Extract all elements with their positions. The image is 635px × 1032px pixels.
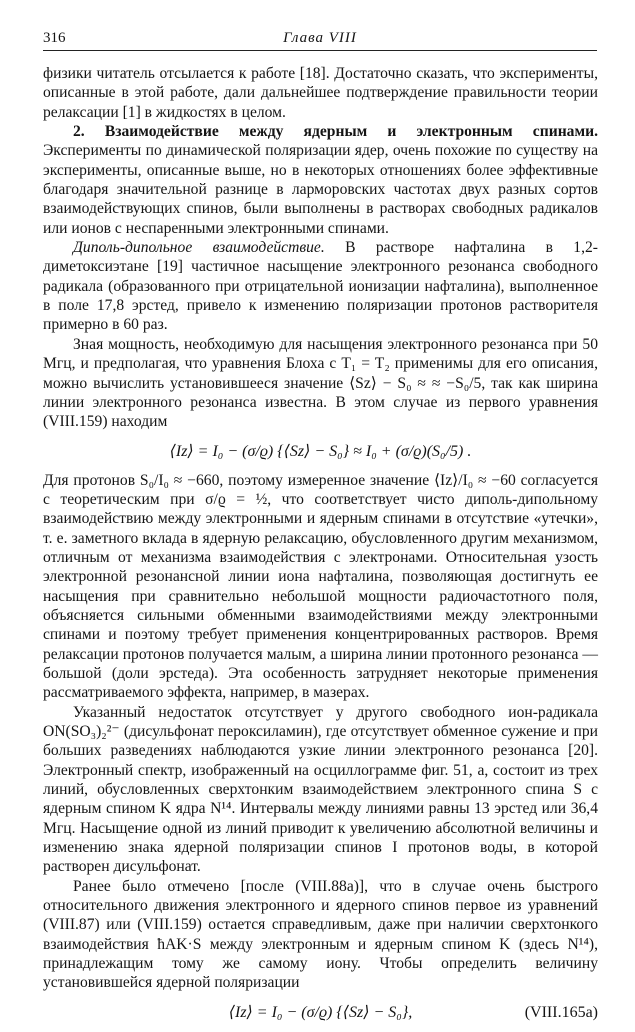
formula: ⟨Iz⟩ = I₀ − (σ/ϱ) {⟨Sz⟩ − S₀} ≈ I₀ + (σ/ϱ)(S₀/5) . bbox=[169, 442, 472, 460]
formula-numbered bbox=[43, 1001, 598, 1025]
paragraph-text: В растворе нафталина в 1,2-диметоксиэтане [19] частичное насыщение электронного резонанса свободного радикала (образованного при отрицательной ионизации нафталина), выполненное в поле 17,8 эрстед, привело к изменению поляризации протонов растворителя примерно в 60 раз. bbox=[43, 239, 598, 334]
paragraph: физики читатель отсылается к работе [18]. Достаточно сказать, что эксперименты, описанные в этой работе, дали дальнейшее подтверждение правильности теории релаксации [1] в жидкостях в целом. bbox=[43, 65, 598, 121]
body-text bbox=[43, 64, 598, 1032]
running-header bbox=[43, 28, 597, 51]
page-number: 316 bbox=[43, 30, 66, 46]
paragraph-text: Эксперименты по динамической поляризации ядер, очень похожие по существу на эксперименты, описанные выше, но в некоторых отношениях более эффективные благодаря значительной разнице в ларморовских частотах двух разных сортов взаимодействующих спинов, были выполнены в растворах свободных радикалов или ионов с неспаренными электронными спинами. bbox=[43, 142, 598, 237]
paragraph: Указанный недостаток отсутствует у другого свободного ион-радикала ON(SO₃)₂²⁻ (дисульфонат пероксиламин), где отсутствует обменное сужение и при больших разведениях наблюдаются узкие линии электронного резонанса [20]. Электронный спектр, изображенный на осциллограмме фиг. 51, а, состоит из трех линий, обусловленных сверхтонким взаимодействием электронного спина S с ядерным спином K ядра N¹⁴. Интервалы между линиями равны 13 эрстед или 36,4 Мгц. Насыщение одной из линий приводит к увеличению абсолютной величины и изменению знака ядерной поляризации спинов I протонов воды, в которой растворен дисульфонат. bbox=[43, 703, 598, 876]
subsection-heading: Диполь-дипольное взаимодействие. bbox=[73, 239, 325, 257]
paragraph bbox=[43, 122, 598, 238]
paragraph bbox=[43, 238, 598, 335]
section-heading: 2. Взаимодействие между ядерным и электронным спинами. bbox=[73, 123, 598, 141]
paragraph: Зная мощность, необходимую для насыщения электронного резонанса при 50 Мгц, и предполагая, что уравнения Блоха с T₁ = T₂ применимы для его описания, можно вычислить установившееся значение ⟨Sz⟩ − S₀ ≈ ≈ −S₀/5, так как ширина линии электронного резонанса известна. В этом случае из первого уравнения (VIII.159) находим bbox=[43, 335, 598, 431]
paragraph: Ранее было отмечено [после (VIII.88a)], что в случае очень быстрого относительного движения электронного и ядерного спинов первое из уравнений (VIII.87) или (VIII.159) остается справедливым, даже при наличии сверхтонкого взаимодействия ħAK·S между электронным и ядерным спином K (здесь N¹⁴), принадлежащим тому же самому иону. Чтобы определить величину установившейся ядерной поляризации bbox=[43, 877, 598, 992]
equation-number: (VIII.165a) bbox=[524, 1003, 598, 1021]
chapter-title: Глава VIII bbox=[283, 30, 357, 46]
formula-body: ⟨Iz⟩ = I₀ − (σ/ϱ) {⟨Sz⟩ − S₀}, bbox=[228, 1003, 413, 1021]
paragraph: Для протонов S₀/I₀ ≈ −660, поэтому измеренное значение ⟨Iz⟩/I₀ ≈ −60 согласуется с теоретическим при σ/ϱ = ½, что соответствует чисто диполь-дипольному взаимодействию между электронными и ядерным спинами в отсутствие «утечки», т. е. заметного вклада в ядерную релаксацию, обусловленного другим механизмом, отличным от механизма взаимодействия с электронами. Относительная узость электронной резонансной линии иона нафталина, позволяющая достигнуть ее насыщения при сравнительно небольшой мощности радиочастотного поля, объясняется сильными обменными взаимодействиями между электронными спинами и поэтому требует применения концентрированных растворов. Время релаксации протонов получается малым, а ширина линии протонного резонанса — большой (доли эрстеда). Эта особенность затрудняет некоторые применения рассматриваемого эффекта, например, в мазерах. bbox=[43, 471, 598, 702]
